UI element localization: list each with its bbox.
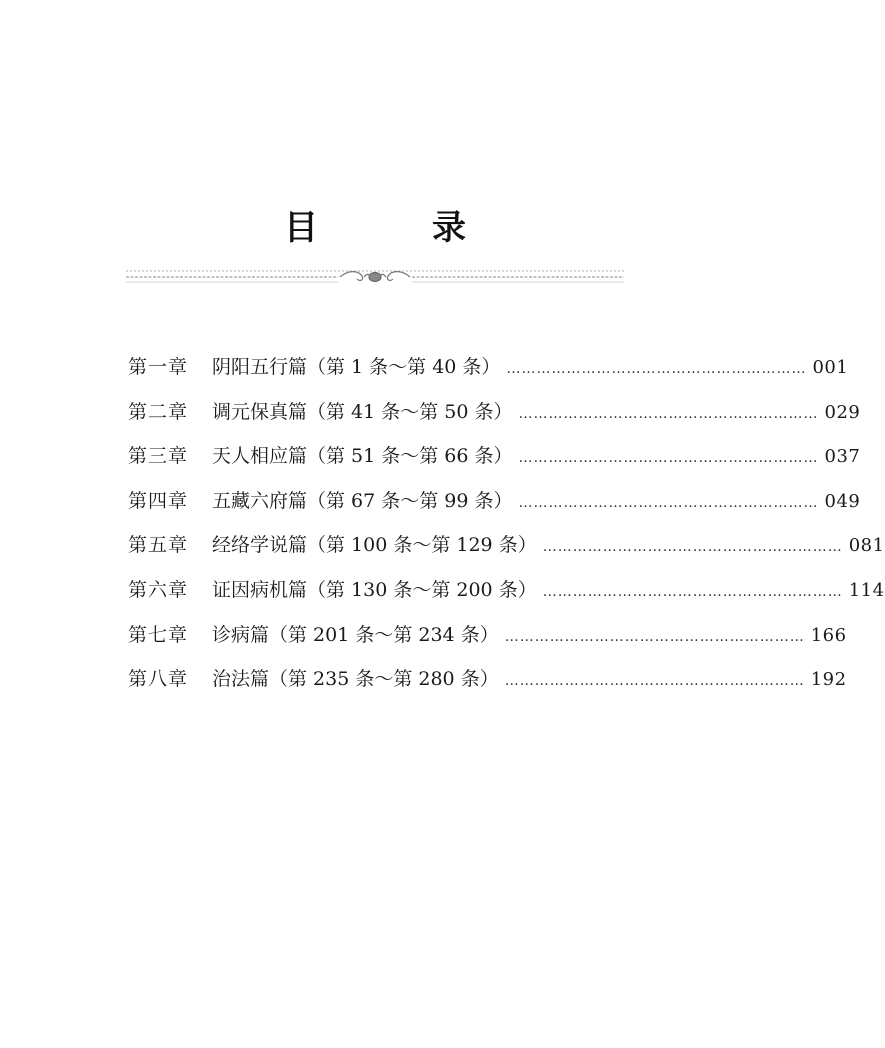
chapter-number: 第四章 (128, 489, 189, 512)
dot-leader: …………………………………………………… (504, 628, 805, 645)
scroll-ornament-icon (340, 272, 410, 282)
toc-entry[interactable] (128, 620, 847, 665)
dot-leader: …………………………………………………… (506, 361, 807, 377)
chapter-number: 第三章 (128, 445, 189, 468)
page-number: 192 (810, 669, 847, 691)
chapter-title: 五藏六府篇（第 67 条～第 99 条） (212, 489, 513, 512)
page-number: 166 (810, 624, 847, 646)
chapter-number: 第五章 (128, 534, 189, 557)
dot-leader: …………………………………………………… (518, 450, 819, 467)
dot-leader: …………………………………………………… (504, 673, 805, 690)
dot-leader: …………………………………………………… (518, 405, 819, 422)
page-number: 049 (824, 490, 861, 512)
page-number: 037 (824, 446, 861, 468)
chapter-number: 第七章 (128, 623, 189, 646)
chapter-title: 经络学说篇（第 100 条～第 129 条） (212, 534, 537, 557)
toc-entry[interactable] (128, 441, 861, 486)
chapter-number: 第八章 (128, 668, 189, 691)
dot-leader: …………………………………………………… (542, 583, 843, 600)
chapter-title: 阴阳五行篇（第 1 条～第 40 条） (212, 356, 501, 378)
toc-entry[interactable] (128, 575, 885, 620)
toc-entry[interactable] (128, 664, 847, 709)
toc-entry[interactable] (128, 530, 885, 575)
chapter-number: 第一章 (128, 356, 189, 378)
page-number: 114 (848, 579, 885, 601)
page-number: 081 (848, 535, 885, 557)
chapter-title: 治法篇（第 235 条～第 280 条） (212, 668, 499, 691)
toc-entry[interactable] (128, 352, 849, 397)
page-title: 目 录 (284, 208, 506, 248)
chapter-title: 天人相应篇（第 51 条～第 66 条） (212, 445, 513, 468)
dot-leader: …………………………………………………… (518, 494, 819, 511)
toc-entry[interactable] (128, 397, 861, 442)
chapter-title: 诊病篇（第 201 条～第 234 条） (212, 623, 499, 646)
page-number: 001 (812, 357, 849, 378)
toc-list (128, 352, 885, 709)
ornamental-divider (126, 266, 624, 288)
chapter-number: 第六章 (128, 578, 189, 601)
page-number: 029 (824, 401, 861, 423)
chapter-title: 证因病机篇（第 130 条～第 200 条） (212, 578, 537, 601)
toc-entry[interactable] (128, 486, 861, 531)
dot-leader: …………………………………………………… (542, 539, 843, 556)
chapter-number: 第二章 (128, 400, 189, 423)
chapter-title: 调元保真篇（第 41 条～第 50 条） (212, 400, 513, 423)
